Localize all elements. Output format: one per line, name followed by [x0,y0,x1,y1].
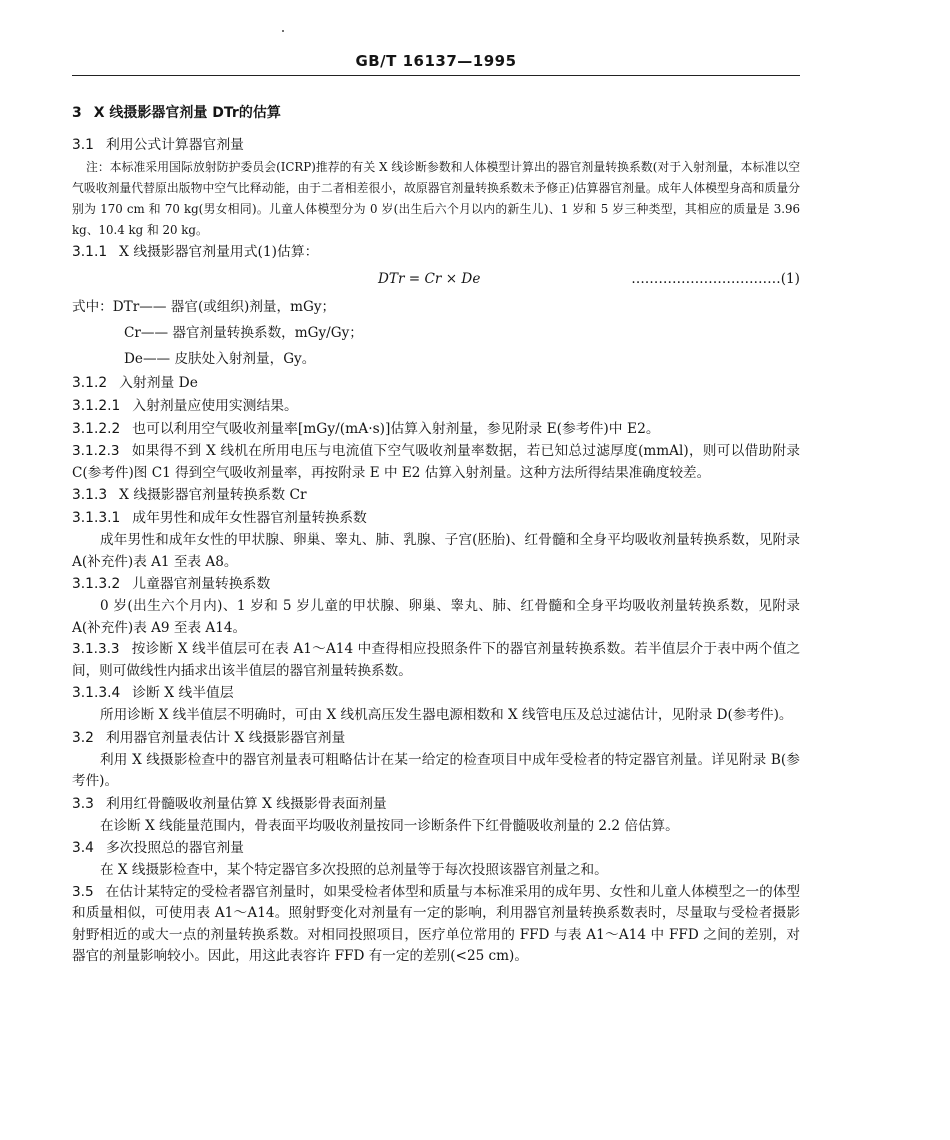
section-number: 3.1.3.1 [72,510,121,526]
formula-1 [72,264,800,294]
section-title: 入射剂量 De [119,375,198,391]
section-title: 利用公式计算器官剂量 [105,137,244,153]
section-3-1-3-4-text: 所用诊断 X 线半值层不明确时，可由 X 线机高压发生器电源相数和 X 线管电压及总过滤估计，见附录 D(参考件)。 [100,707,793,723]
section-text: 按诊断 X 线半值层可在表 A1～A14 中查得相应投照条件下的器官剂量转换系数。若半值层介于表中两个值之间，则可做线性内插求出该半值层的器官剂量转换系数。 [72,641,800,679]
section-number: 3.1.3 [72,487,108,503]
section-number: 3.1.3.2 [72,576,121,592]
section-number: 3.1.2 [72,375,108,391]
section-text: 在估计某特定的受检者器官剂量时，如果受检者体型和质量与本标准采用的成年男、女性和儿童人体模型之一的体型和质量相似，可使用表 A1～A14。照射野变化对剂量有一定的影响，利用器官剂量转换系数表时，尽量取与受检者摄影射野相近的或大一点的剂量转换系数。对相同投照项目，医疗单位常用的 FFD 与表 A1～A14 中 FFD 之间的差别，对器官的剂量影响较小。因此，用这此表容许 FFD 有一定的差别(<25 cm)。 [72,883,800,964]
section-3-1-3-3 [72,639,800,682]
section-title: 儿童器官剂量转换系数 [132,576,271,592]
section-title: 利用器官剂量表估计 X 线摄影器官剂量 [105,729,346,746]
section-3-1-3-4-heading [72,682,800,705]
section-title: X 线摄影器官剂量 DTr的估算 [93,105,281,121]
section-3-1-heading [72,134,800,157]
section-title: 多次投照总的器官剂量 [105,840,244,856]
section-number: 3.4 [72,840,94,856]
section-number: 3.1.3.3 [72,641,120,657]
section-3-1-3-2-text: 0 岁(出生六个月内)、1 岁和 5 岁儿童的甲状腺、卵巢、睾丸、肺、红骨髓和全身平均吸收剂量转换系数，见附录 A(补充件)表 A9 至表 A14。 [72,598,800,636]
section-number: 3.2 [72,729,94,746]
section-number: 3.3 [72,795,94,812]
section-3-4-heading [72,837,800,860]
section-number: 3.1 [72,137,94,153]
section-text: 入射剂量应使用实测结果。 [132,398,298,414]
header-rule [72,75,800,76]
section-3-2-text: 利用 X 线摄影检查中的器官剂量表可粗略估计在某一给定的检查项目中成年受检者的特定器官剂量。详见附录 B(参考件)。 [72,751,800,789]
section-number: 3.1.3.4 [72,685,121,701]
section-3-1-2-1 [72,395,800,418]
section-number: 3.5 [72,883,94,900]
section-3-heading [72,102,800,124]
formula-number: ……………………………(1) [631,271,800,287]
section-3-5 [72,882,800,968]
section-number: 3.1.1 [72,244,108,260]
scan-speck [282,30,284,32]
section-3-1-3-1-text: 成年男性和成年女性的甲状腺、卵巢、睾丸、肺、乳腺、子宫(胚胎)、红骨髓和全身平均吸收剂量转换系数，见附录 A(补充件)表 A1 至表 A8。 [72,532,800,570]
section-text: 如果得不到 X 线机在所用电压与电流值下空气吸收剂量率数据，若已知总过滤厚度(mmAl)，则可以借助附录 C(参考件)图 C1 得到空气吸收剂量率，再按附录 E 中 E2 估算入射剂量。这种方法所得结果准确度较差。 [72,443,800,481]
section-number: 3.1.2.2 [72,421,121,437]
section-number: 3.1.2.3 [72,443,120,459]
section-3-1-2-heading [72,372,800,395]
section-title: 诊断 X 线半值层 [132,685,234,701]
section-3-4-text: 在 X 线摄影检查中，某个特定器官多次投照的总剂量等于每次投照该器官剂量之和。 [100,862,608,878]
section-3-2-heading [72,727,800,750]
formula-text: DTr = Cr × De [378,271,481,287]
section-title: X 线摄影器官剂量转换系数 Cr [119,487,307,503]
page-header: GB/T 16137—1995 [355,52,517,70]
section-3-1-3-2-heading [72,573,800,596]
where-intro: 式中：DTr—— 器官(或组织)剂量，mGy； [72,299,336,315]
document-page [72,0,800,1140]
section-3-3-text: 在诊断 X 线能量范围内，骨表面平均吸收剂量按同一诊断条件下红骨髓吸收剂量的 2.2 倍估算。 [100,817,679,834]
document-body [72,102,800,968]
section-title: 成年男性和成年女性器官剂量转换系数 [132,510,367,526]
section-number: 3 [72,105,82,121]
section-3-1-3-heading [72,484,800,507]
where-cr: Cr—— 器官剂量转换系数，mGy/Gy； [124,325,363,341]
section-title: X 线摄影器官剂量用式(1)估算： [119,244,319,260]
note-paragraph: 注：本标准采用国际放射防护委员会(ICRP)推荐的有关 X 线诊断参数和人体模型计算出的器官剂量转换系数(对于入射剂量，本标准以空气吸收剂量代替原出版物中空气比释动能，由于二者相差很小，故原器官剂量转换系数未予修正)估算器官剂量。成年人体模型身高和质量分别为 170 cm 和 70 kg(男女相同)。儿童人体模型分为 0 岁(出生后六个月以内的新生儿)、1 岁和 5 岁三种类型，其相应的质量是 3.96 kg、10.4 kg 和 20 kg。 [72,160,800,237]
section-title: 利用红骨髓吸收剂量估算 X 线摄影骨表面剂量 [105,795,387,812]
section-3-1-3-1-heading [72,507,800,530]
section-text: 也可以利用空气吸收剂量率[mGy/(mA·s)]估算入射剂量，参见附录 E(参考件)中 E2。 [132,421,660,437]
where-de: De—— 皮肤处入射剂量，Gy。 [124,351,316,367]
section-3-1-1-heading [72,241,800,264]
section-number: 3.1.2.1 [72,398,121,414]
section-3-1-2-3 [72,441,800,484]
section-3-1-2-2 [72,418,800,441]
section-3-3-heading [72,793,800,816]
